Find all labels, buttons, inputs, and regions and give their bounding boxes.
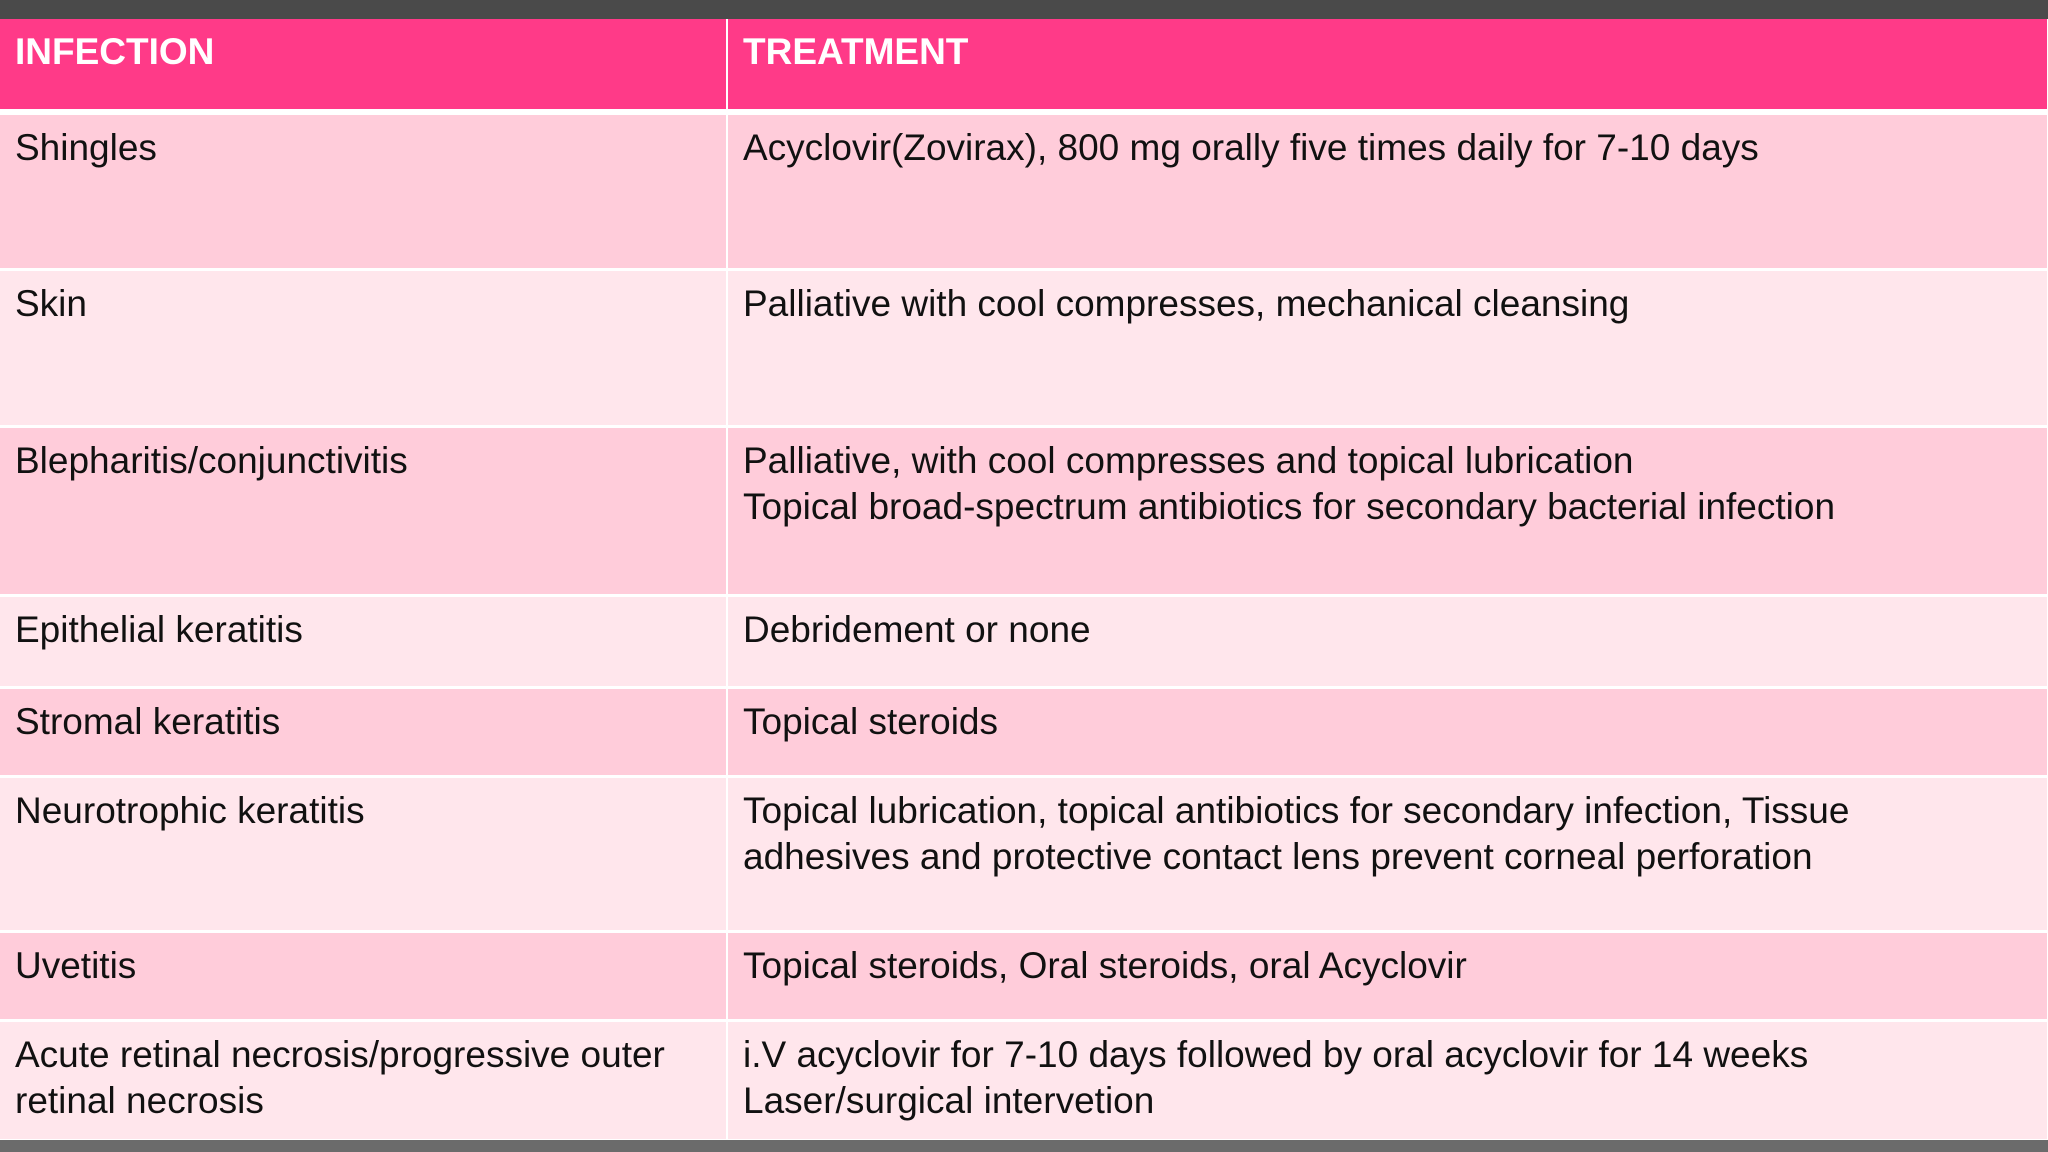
header-treatment: TREATMENT [727, 19, 2048, 112]
header-infection: INFECTION [0, 19, 727, 112]
treatment-text: Palliative with cool compresses, mechanical cleansing [743, 282, 1630, 324]
treatment-cell [727, 1020, 2048, 1140]
treatment-cell [727, 931, 2048, 1020]
treatment-text: Topical steroids, Oral steroids, oral Acyclovir [743, 944, 1467, 986]
treatment-text: Topical steroids [743, 700, 999, 742]
treatment-text: Topical lubrication, topical antibiotics for secondary infection, Tissue [743, 789, 1850, 831]
table-row [0, 595, 2048, 687]
table-row [0, 426, 2048, 595]
treatment-cell [727, 269, 2048, 426]
table-row [0, 687, 2048, 776]
infection-text: Blepharitis/conjunctivitis [15, 439, 408, 481]
treatment-cell [727, 687, 2048, 776]
infection-text: Skin [15, 282, 87, 324]
table-row [0, 931, 2048, 1020]
treatment-text: Laser/surgical intervetion [743, 1079, 1155, 1121]
infection-treatment-table-container [0, 19, 2048, 1140]
treatment-text: Topical broad-spectrum antibiotics for secondary bacterial infection [743, 485, 1836, 527]
slide-bottom-bar [0, 1140, 2048, 1152]
table-row [0, 776, 2048, 931]
treatment-text: Debridement or none [743, 608, 1091, 650]
infection-text: retinal necrosis [15, 1079, 264, 1121]
treatment-text: adhesives and protective contact lens prevent corneal perforation [743, 835, 1813, 877]
infection-cell [0, 595, 727, 687]
table-row [0, 112, 2048, 269]
treatment-cell [727, 112, 2048, 269]
infection-text: Neurotrophic keratitis [15, 789, 365, 831]
infection-text: Stromal keratitis [15, 700, 281, 742]
infection-cell [0, 931, 727, 1020]
treatment-text: Acyclovir(Zovirax), 800 mg orally five times daily for 7-10 days [743, 127, 1759, 168]
infection-cell [0, 776, 727, 931]
infection-text: Epithelial keratitis [15, 608, 303, 650]
treatment-cell [727, 426, 2048, 595]
treatment-text: Palliative, with cool compresses and topical lubrication [743, 439, 1634, 481]
infection-text: Acute retinal necrosis/progressive outer [15, 1033, 665, 1075]
infection-cell [0, 687, 727, 776]
infection-cell [0, 1020, 727, 1140]
treatment-cell [727, 776, 2048, 931]
infection-treatment-table [0, 19, 2048, 1142]
infection-cell [0, 269, 727, 426]
infection-cell [0, 112, 727, 269]
infection-text: Shingles [15, 127, 157, 168]
table-row [0, 1020, 2048, 1140]
treatment-cell [727, 595, 2048, 687]
table-row [0, 269, 2048, 426]
infection-text: Uvetitis [15, 944, 137, 986]
infection-cell [0, 426, 727, 595]
treatment-text: i.V acyclovir for 7-10 days followed by oral acyclovir for 14 weeks [743, 1033, 1809, 1075]
table-header-row [0, 19, 2048, 112]
